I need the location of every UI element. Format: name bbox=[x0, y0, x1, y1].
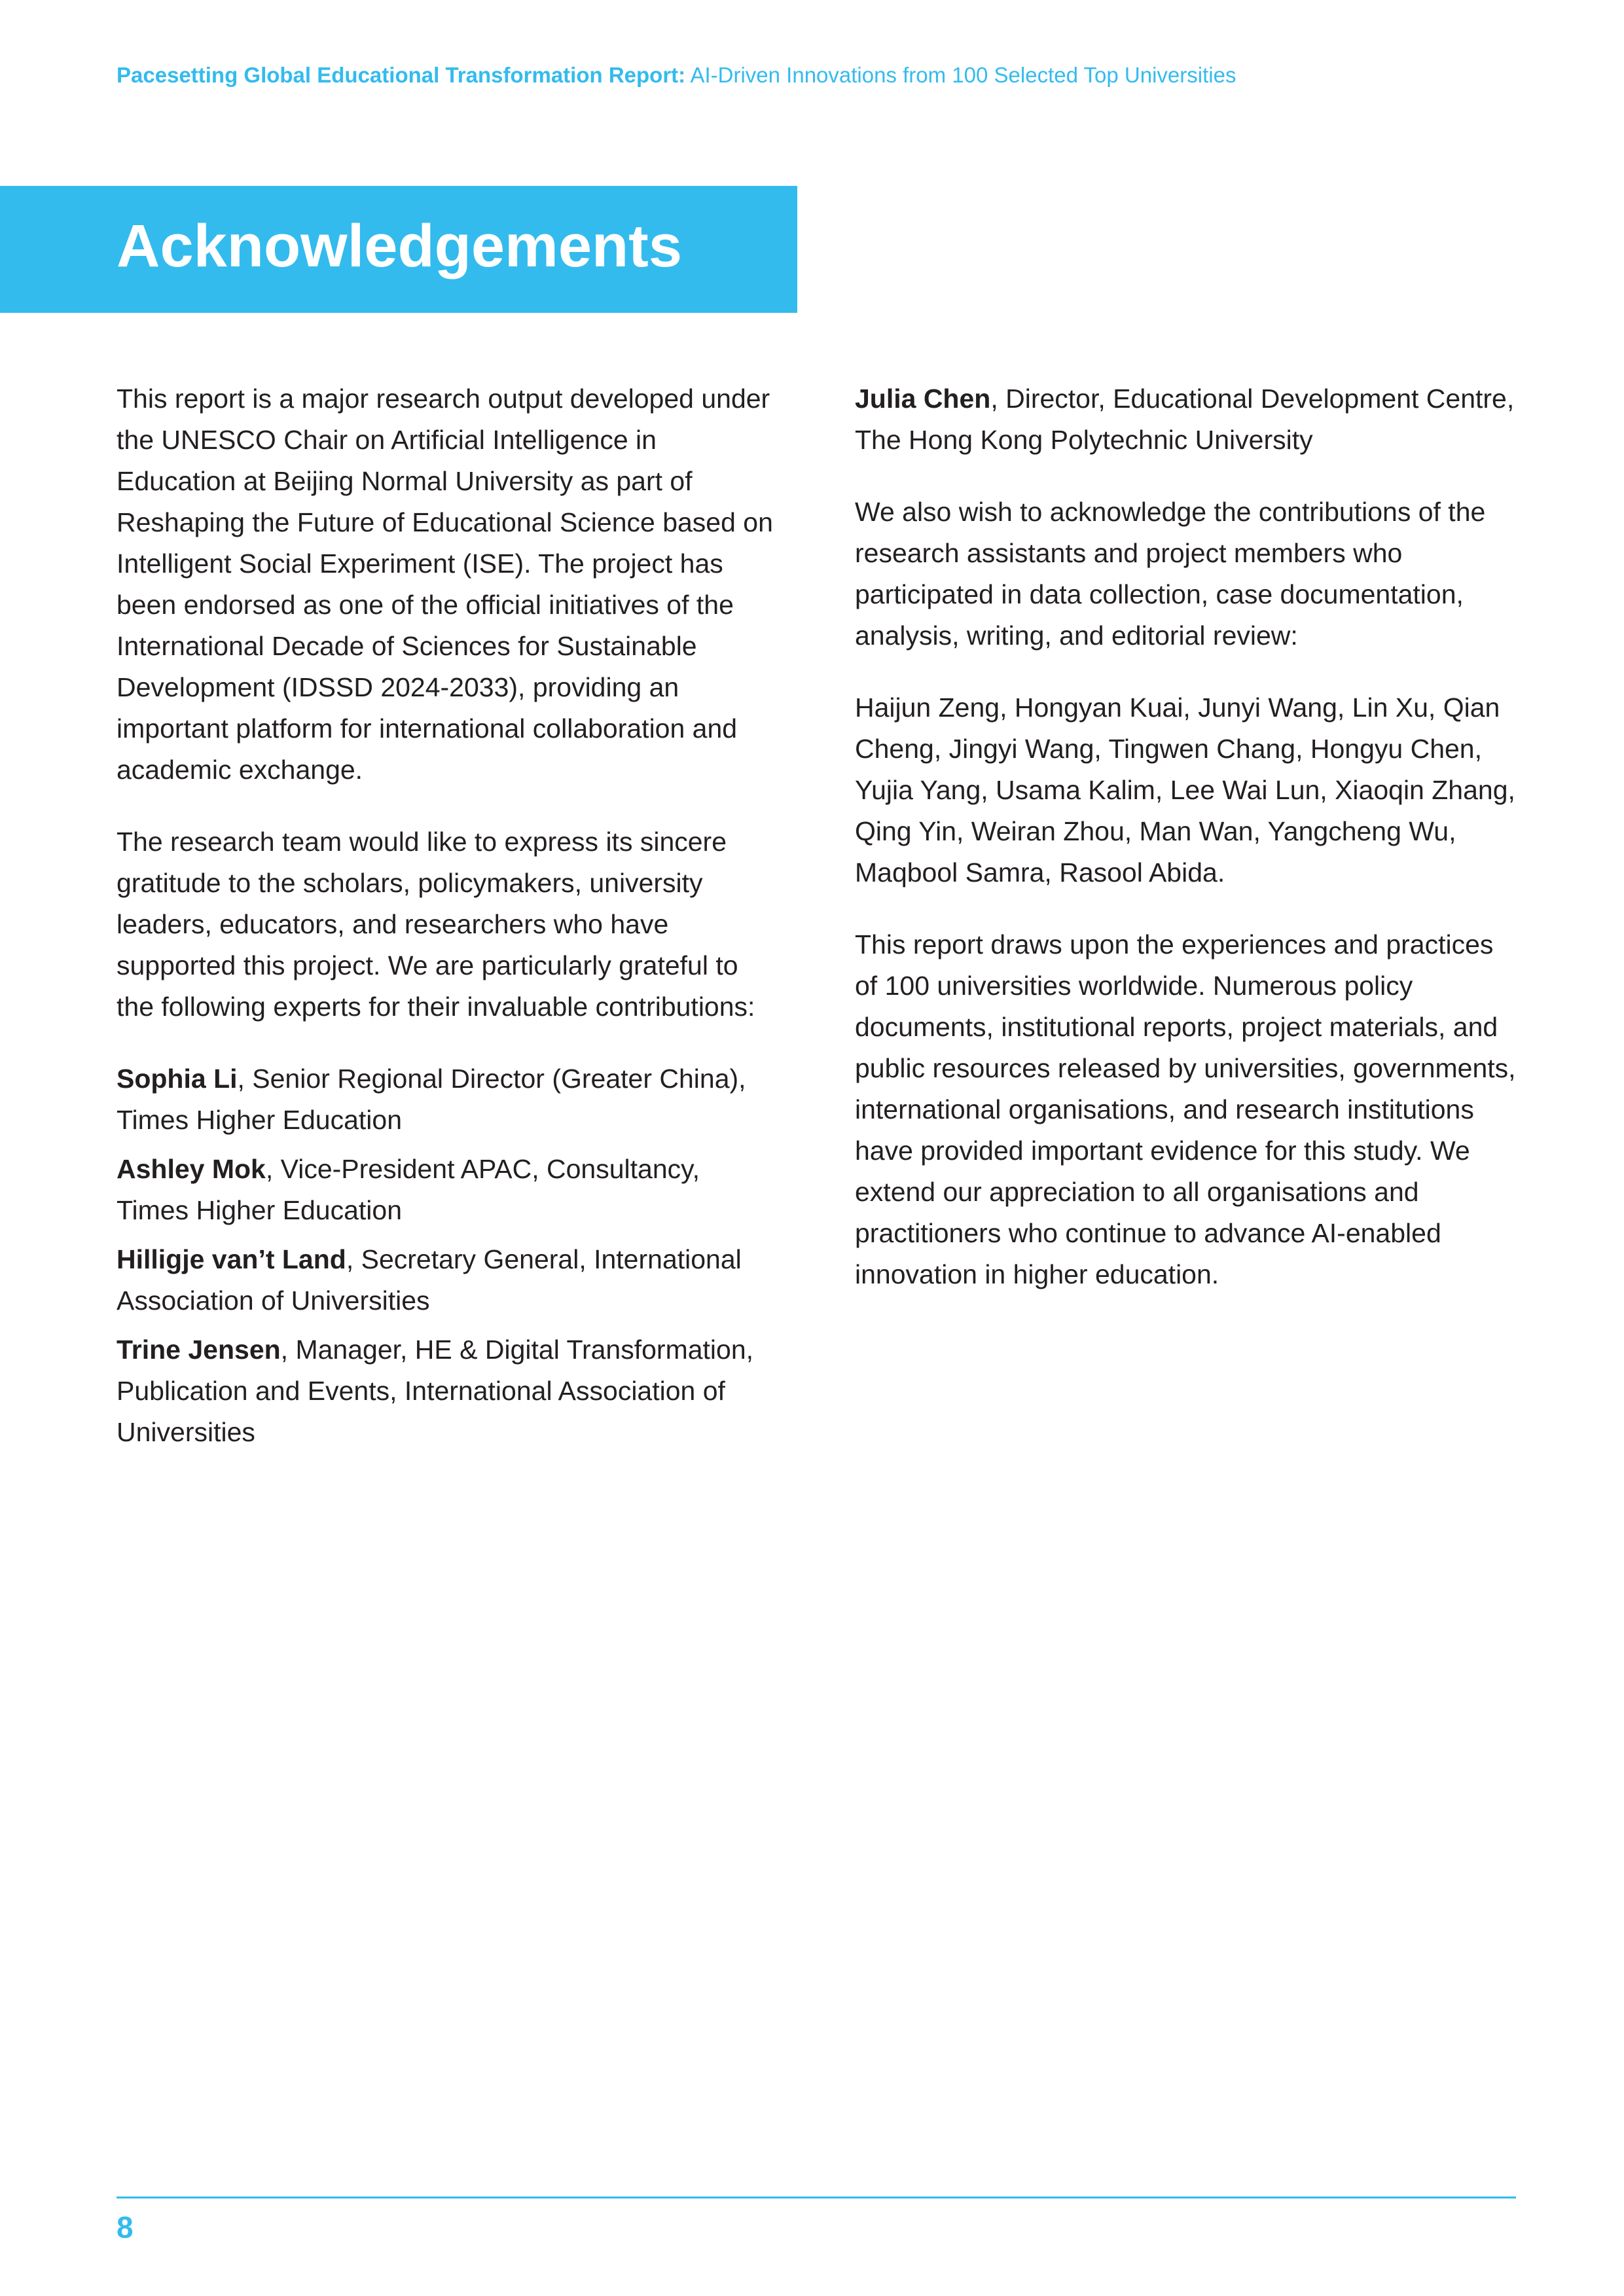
expert-entry bbox=[117, 1239, 778, 1321]
expert-role: , Senior Regional Director (Greater China), Times Higher Education bbox=[117, 1064, 746, 1135]
expert-role: , Director, Educational Development Centre, The Hong Kong Polytechnic University bbox=[855, 384, 1515, 455]
running-header bbox=[117, 63, 1236, 88]
expert-entry bbox=[117, 1149, 778, 1231]
page-title: Acknowledgements bbox=[117, 213, 682, 279]
footer-divider bbox=[117, 2197, 1516, 2198]
gratitude-paragraph: The research team would like to express its sincere gratitude to the scholars, policymakers, university leaders, educators, and researchers who have supported this project. We are particularly grateful to the following experts for their invaluable contributions: bbox=[117, 827, 755, 1022]
expert-role: , Vice-President APAC, Consultancy, Times Higher Education bbox=[117, 1154, 700, 1225]
members-list: Haijun Zeng, Hongyan Kuai, Junyi Wang, Lin Xu, Qian Cheng, Jingyi Wang, Tingwen Chang, Hongyu Chen, Yujia Yang, Usama Kalim, Lee Wai Lun, Xiaoqin Zhang, Qing Yin, Weiran Zhou, Man Wan, Yangcheng Wu, Maqbool Samra, Rasool Abida. bbox=[855, 692, 1515, 888]
expert-role: , Manager, HE & Digital Transformation, Publication and Events, International Association of Universities bbox=[117, 1335, 754, 1447]
expert-entry bbox=[117, 1329, 778, 1453]
expert-name: Sophia Li bbox=[117, 1064, 238, 1094]
expert-name: Trine Jensen bbox=[117, 1335, 281, 1365]
expert-entry bbox=[117, 1058, 778, 1141]
page-number: 8 bbox=[117, 2210, 134, 2244]
assistants-intro-paragraph: We also wish to acknowledge the contributions of the research assistants and project members who participated in data collection, case documentation, analysis, writing, and editorial review: bbox=[855, 497, 1486, 651]
expert-name: Julia Chen bbox=[855, 384, 991, 414]
closing-paragraph: This report draws upon the experiences and practices of 100 universities worldwide. Numerous policy documents, institutional reports, project materials, and public resources released by universities, governments, international organisations, and research institutions have provided important evidence for this study. We extend our appreciation to all organisations and practitioners who continue to advance AI-enabled innovation in higher education. bbox=[855, 929, 1516, 1289]
expert-name: Ashley Mok bbox=[117, 1154, 266, 1184]
title-band bbox=[0, 186, 797, 313]
expert-entry bbox=[855, 378, 1523, 461]
expert-name: Hilligje van’t Land bbox=[117, 1244, 346, 1274]
report-subtitle: AI-Driven Innovations from 100 Selected Top Universities bbox=[685, 63, 1236, 87]
left-column bbox=[117, 378, 778, 1461]
intro-paragraph: This report is a major research output developed under the UNESCO Chair on Artificial Intelligence in Education at Beijing Normal University as part of Reshaping the Future of Educational Science based on Intelligent Social Experiment (ISE). The project has been endorsed as one of the official initiatives of the International Decade of Sciences for Sustainable Development (IDSSD 2024-2033), providing an important platform for international collaboration and academic exchange. bbox=[117, 384, 773, 785]
expert-role: , Secretary General, International Association of Universities bbox=[117, 1244, 742, 1316]
right-column bbox=[855, 378, 1523, 1326]
report-title: Pacesetting Global Educational Transformation Report: bbox=[117, 63, 686, 87]
